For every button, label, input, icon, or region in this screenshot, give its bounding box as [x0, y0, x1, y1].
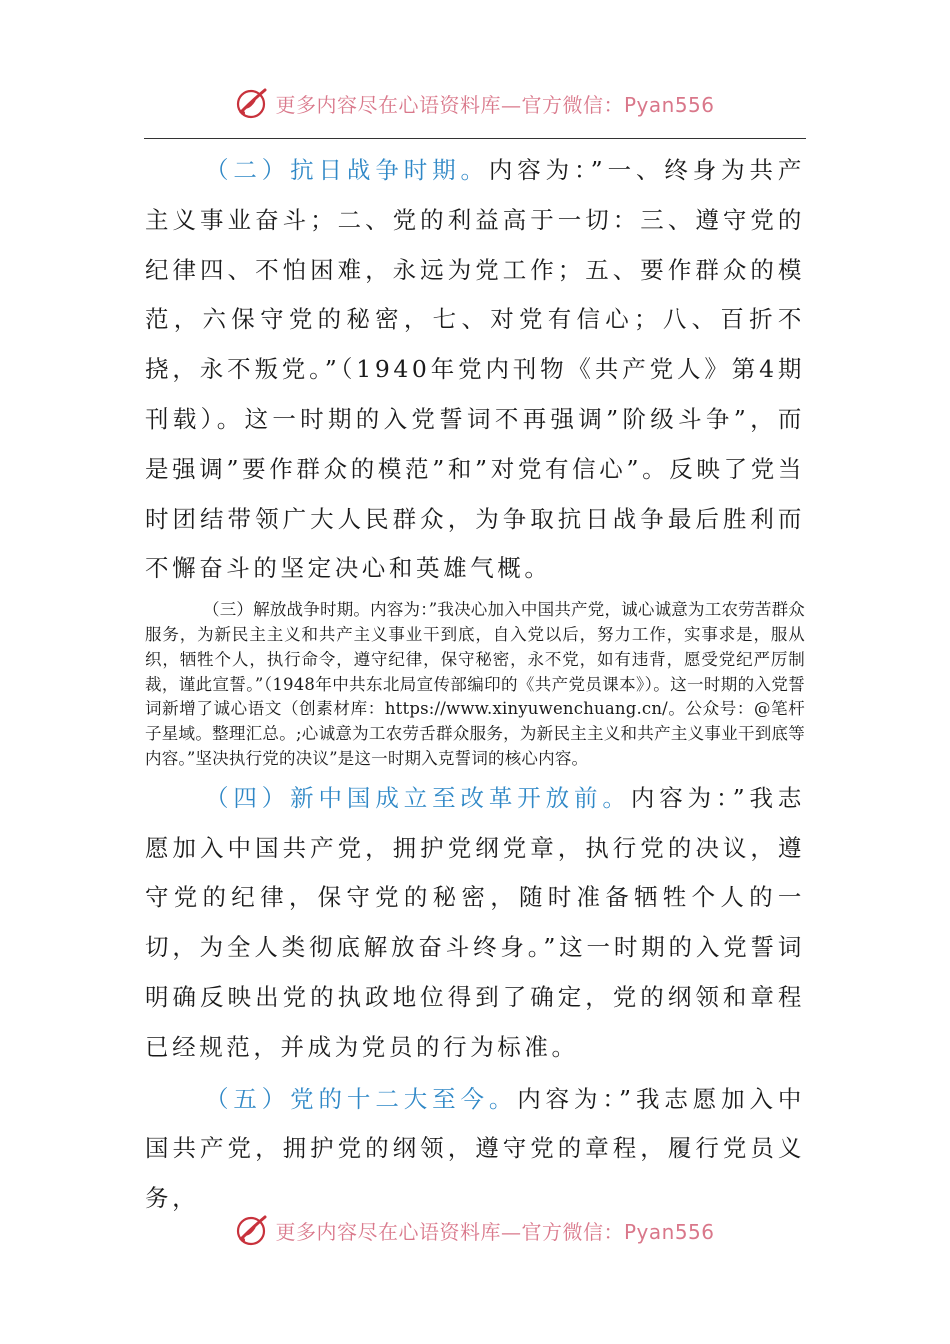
- header-banner: [0, 83, 950, 123]
- section-5-heading: （五）党的十二大至今。: [205, 1084, 518, 1113]
- header-banner-text: [275, 89, 714, 118]
- document-body: [145, 146, 805, 1224]
- section-5-body: 内容为：”我志愿加入中国共产党，拥护党的纲领，遵守党的章程，履行党员义务，: [145, 1084, 805, 1213]
- footer-banner-label: 更多内容尽在心语资料库—官方微信：: [275, 1219, 624, 1244]
- section-4-body: 内容为：”我志愿加入中国共产党，拥护党纲党章，执行党的决议，遵守党的纪律，保守党的秘密，随时准备牺牲个人的一切，为全人类彻底解放奋斗终身。”这一时期的入党誓词明确反映出党的执政地位得到了确定，党的纲领和章程已经规范，并成为党员的行为标准。: [145, 783, 805, 1061]
- header-wechat-id: Pyan556: [623, 92, 715, 117]
- brush-logo-icon: [235, 1213, 269, 1247]
- section-2-body: 内容为：”一、终身为共产主义事业奋斗；二、党的利益高于一切：三、遵守党的纪律四、不怕困难，永远为党工作；五、要作群众的模范，六保守党的秘密，七、对党有信心；八、百折不挠，永不叛党。”（1940年党内刊物《共产党人》第4期刊载）。这一时期的入党誓词不再强调”阶级斗争”，而是强调”要作群众的模范”和”对党有信心”。反映了党当时团结带领广大人民群众，为争取抗日战争最后胜利而不懈奋斗的坚定决心和英雄气概。: [145, 156, 805, 583]
- section-2-heading: （二）抗日战争时期。: [205, 156, 489, 184]
- header-banner-label: 更多内容尽在心语资料库—官方微信：: [275, 92, 624, 117]
- section-3-paragraph: （三）解放战争时期。内容为：”我决心加入中国共产党，诚心诚意为工农劳苦群众服务，为新民主主义和共产主义事业干到底，自入党以后，努力工作，实事求是，服从织，牺牲个人，执行命令，遵守纪律，保守秘密，永不党，如有违背，愿受党纪严厉制裁，谨此宣誓。”（1948年中共东北局宣传部编印的《共产党员课本》）。这一时期的入党誓词新增了诚心语文（创素材库：https://www.xinyuwenchuang.cn/。公众号：@笔杆子星域。整理汇总。;心诚意为工农劳舌群众服务，为新民主主义和共产主义事业干到底等内容。”坚决执行党的决议”是这一时期入克誓词的核心内容。: [145, 600, 805, 768]
- footer-banner: [0, 1210, 950, 1250]
- footer-banner-text: [275, 1216, 714, 1245]
- section-4-heading: （四）新中国成立至改革开放前。: [205, 783, 631, 812]
- section-4-paragraph: [145, 774, 805, 1073]
- footer-wechat-id: Pyan556: [623, 1219, 715, 1244]
- section-2-paragraph: [145, 146, 805, 594]
- header-divider: [144, 138, 806, 139]
- brush-logo-icon: [235, 86, 269, 120]
- section-5-paragraph: [145, 1075, 805, 1224]
